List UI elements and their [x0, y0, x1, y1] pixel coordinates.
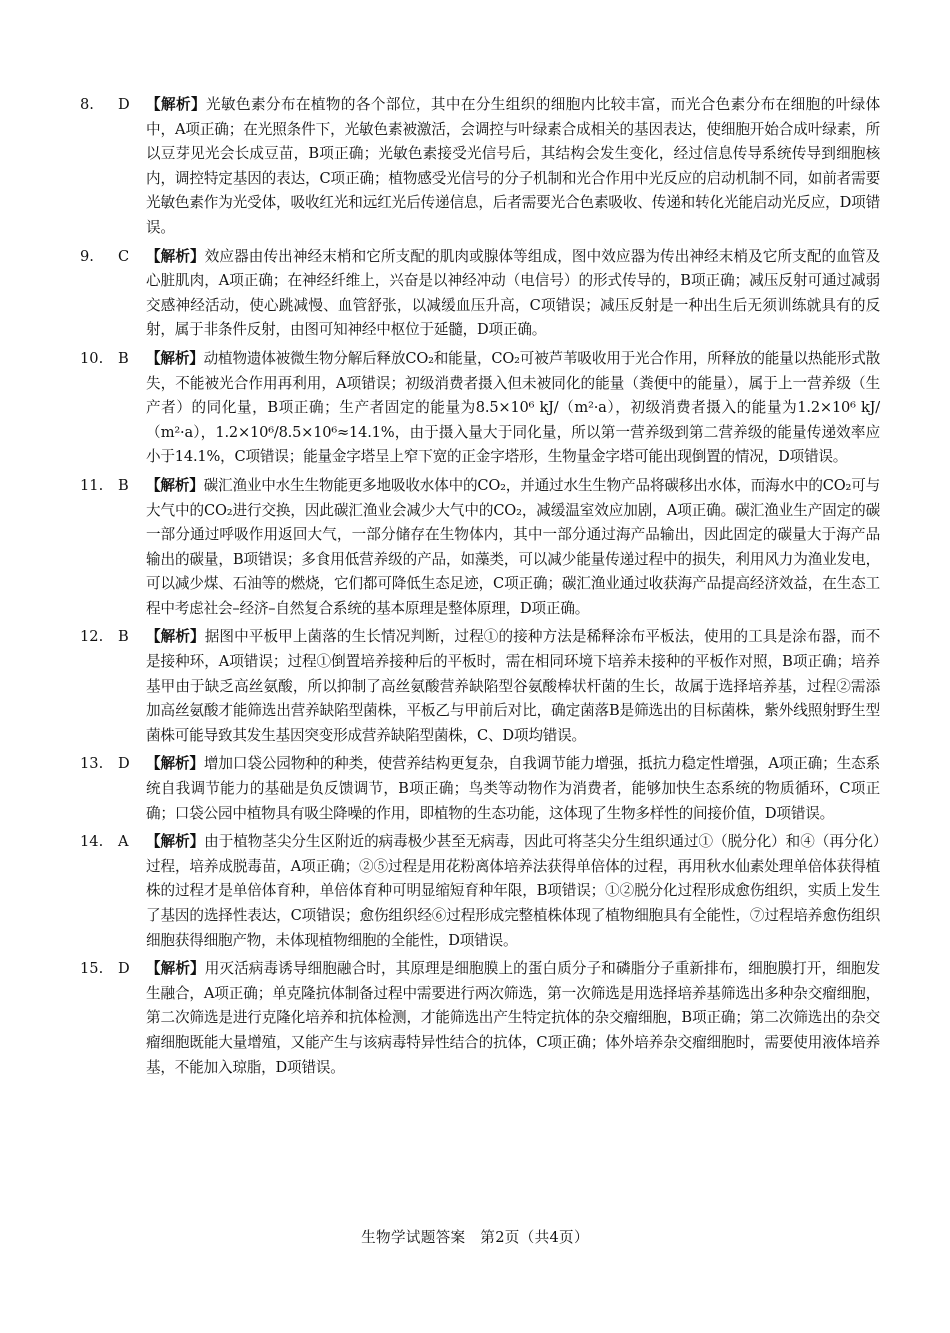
answer-letter: B: [118, 349, 129, 367]
question-number: 13.: [80, 755, 104, 773]
answer-item-10: [80, 347, 880, 470]
explanation-text: 据图中平板甲上菌落的生长情况判断，过程①的接种方法是稀释涂布平板法，使用的工具是涂布器，而不是接种环，A项错误；过程①倒置培养接种后的平板时，需在相同环境下培养未接种的平板作对照，B项正确；培养基甲由于缺乏高丝氨酸，所以抑制了高丝氨酸营养缺陷型谷氨酸棒状杆菌的生长，故属于选择培养基，过程②需添加高丝氨酸才能筛选出营养缺陷型菌株，平板乙与甲前后对比，确定菌落B是筛选出的目标菌株，紫外线照射野生型菌株可能导致其发生基因突变形成营养缺陷型菌株，C、D项均错误。: [146, 628, 880, 744]
question-number: 9.: [80, 247, 94, 265]
answer-letter: D: [118, 96, 130, 113]
explanation-text: 光敏色素分布在植物的各个部位，其中在分生组织的细胞内比较丰富，而光合色素分布在细胞的叶绿体中，A项正确；在光照条件下，光敏色素被激活，会调控与叶绿素合成相关的基因表达，使细胞开始合成叶绿素，所以豆芽见光会长成豆苗，B项正确；光敏色素接受光信号后，其结构会发生变化，经过信息传导系统传导到细胞核内，调控特定基因的表达，C项正确；植物感受光信号的分子机制和光合作用中光反应的启动机制不同，如前者需要光敏色素作为光受体，吸收红光和远红光后传递信息，后者需要光合色素吸收、传递和转化光能启动光反应，D项错误。: [146, 96, 880, 236]
analysis-tag: 【解析】: [146, 247, 205, 265]
analysis-tag: 【解析】: [146, 628, 205, 646]
answer-letter: D: [118, 755, 130, 773]
explanation: [146, 752, 880, 826]
analysis-tag: 【解析】: [146, 833, 205, 851]
explanation: [146, 830, 880, 953]
analysis-tag: 【解析】: [146, 349, 204, 367]
explanation: [146, 93, 880, 241]
analysis-tag: 【解析】: [146, 960, 205, 978]
answer-letter: C: [118, 247, 130, 265]
question-number: 10.: [80, 349, 104, 367]
answer-item-8: [80, 93, 880, 241]
explanation-text: 增加口袋公园物种的种类，使营养结构更复杂，自我调节能力增强，抵抗力稳定性增强，A项正确；生态系统自我调节能力的基础是负反馈调节，B项正确；鸟类等动物作为消费者，能够加快生态系统的物质循环，C项正确；口袋公园中植物具有吸尘降噪的作用，即植物的生态功能，这体现了生物多样性的间接价值，D项错误。: [146, 755, 880, 822]
question-number: 15.: [80, 960, 104, 978]
analysis-tag: 【解析】: [146, 476, 204, 494]
answer-item-9: [80, 245, 880, 343]
explanation-text: 用灭活病毒诱导细胞融合时，其原理是细胞膜上的蛋白质分子和磷脂分子重新排布，细胞膜打开，细胞发生融合，A项正确；单克隆抗体制备过程中需要进行两次筛选，第一次筛选是用选择培养基筛选出多种杂交瘤细胞，第二次筛选是进行克隆化培养和抗体检测，才能筛选出产生特定抗体的杂交瘤细胞，B项正确；第二次筛选出的杂交瘤细胞既能大量增殖，又能产生与该病毒特异性结合的抗体，C项正确；体外培养杂交瘤细胞时，需要使用液体培养基，不能加入琼脂，D项错误。: [146, 960, 880, 1076]
question-number: 12.: [80, 628, 104, 646]
explanation: [146, 474, 880, 622]
question-number: 14.: [80, 833, 104, 851]
answer-item-12: [80, 625, 880, 748]
analysis-tag: 【解析】: [146, 755, 204, 773]
explanation-text: 动植物遗体被微生物分解后释放CO₂和能量，CO₂可被芦苇吸收用于光合作用，所释放的能量以热能形式散失，不能被光合作用再利用，A项错误；初级消费者摄入但未被同化的能量（粪便中的能量），属于上一营养级（生产者）的同化量，B项正确；生产者固定的能量为8.5×10⁶ kJ/（m²·a），初级消费者摄入的能量为1.2×10⁶ kJ/（m²·a），1.2×10⁶/8.5×10⁶≈14.1%，由于摄入量大于同化量，所以第一营养级到第二营养级的能量传递效率应小于14.1%，C项错误；能量金字塔呈上窄下宽的正金字塔形，生物量金字塔可能出现倒置的情况，D项错误。: [146, 349, 880, 466]
explanation-text: 由于植物茎尖分生区附近的病毒极少甚至无病毒，因此可将茎尖分生组织通过①（脱分化）和④（再分化）过程，培养成脱毒苗，A项正确；②⑤过程是用花粉离体培养法获得单倍体的过程，再用秋水仙素处理单倍体获得植株的过程才是单倍体育种，单倍体育种可明显缩短育种年限，B项错误；①②脱分化过程形成愈伤组织，实质上发生了基因的选择性表达，C项错误；愈伤组织经⑥过程形成完整植株体现了植物细胞具有全能性，⑦过程培养愈伤组织细胞获得细胞产物，未体现植物细胞的全能性，D项错误。: [146, 833, 880, 949]
question-number: 8.: [80, 96, 94, 113]
explanation-text: 碳汇渔业中水生生物能更多地吸收水体中的CO₂，并通过水生生物产品将碳移出水体，而海水中的CO₂可与大气中的CO₂进行交换，因此碳汇渔业会减少大气中的CO₂，减缓温室效应加剧，A项正确。碳汇渔业生产固定的碳一部分通过呼吸作用返回大气，一部分储存在生物体内，其中一部分通过海产品输出，因此固定的碳量大于海产品输出的碳量，B项错误；多食用低营养级的产品，如藻类，可以减少能量传递过程中的损失，利用风力为渔业发电，可以减少煤、石油等的燃烧，它们都可降低生态足迹，C项正确；碳汇渔业通过收获海产品提高经济效益，在生态工程中考虑社会–经济–自然复合系统的基本原理是整体原理，D项正确。: [146, 476, 880, 617]
analysis-tag: 【解析】: [146, 96, 206, 113]
answer-letter: B: [118, 628, 129, 646]
answer-letter: D: [118, 960, 130, 978]
answer-item-11: [80, 474, 880, 622]
question-number: 11.: [80, 476, 104, 494]
explanation-text: 效应器由传出神经末梢和它所支配的肌肉或腺体等组成，图中效应器为传出神经末梢及它所支配的血管及心脏肌肉，A项正确；在神经纤维上，兴奋是以神经冲动（电信号）的形式传导的，B项正确；减压反射可通过减弱交感神经活动，使心跳减慢、血管舒张，以减缓血压升高，C项错误；减压反射是一种出生后无须训练就具有的反射，属于非条件反射，由图可知神经中枢位于延髓，D项正确。: [146, 247, 880, 339]
explanation: [146, 347, 880, 470]
answer-item-15: [80, 957, 880, 1080]
answer-item-14: [80, 830, 880, 953]
answer-letter: B: [118, 476, 129, 494]
explanation: [146, 957, 880, 1080]
answer-item-13: [80, 752, 880, 826]
explanation: [146, 625, 880, 748]
answer-letter: A: [118, 833, 129, 851]
explanation: [146, 245, 880, 343]
answer-list: [80, 93, 880, 1084]
page-footer: 生物学试题答案 第2页（共4页）: [361, 1229, 589, 1246]
